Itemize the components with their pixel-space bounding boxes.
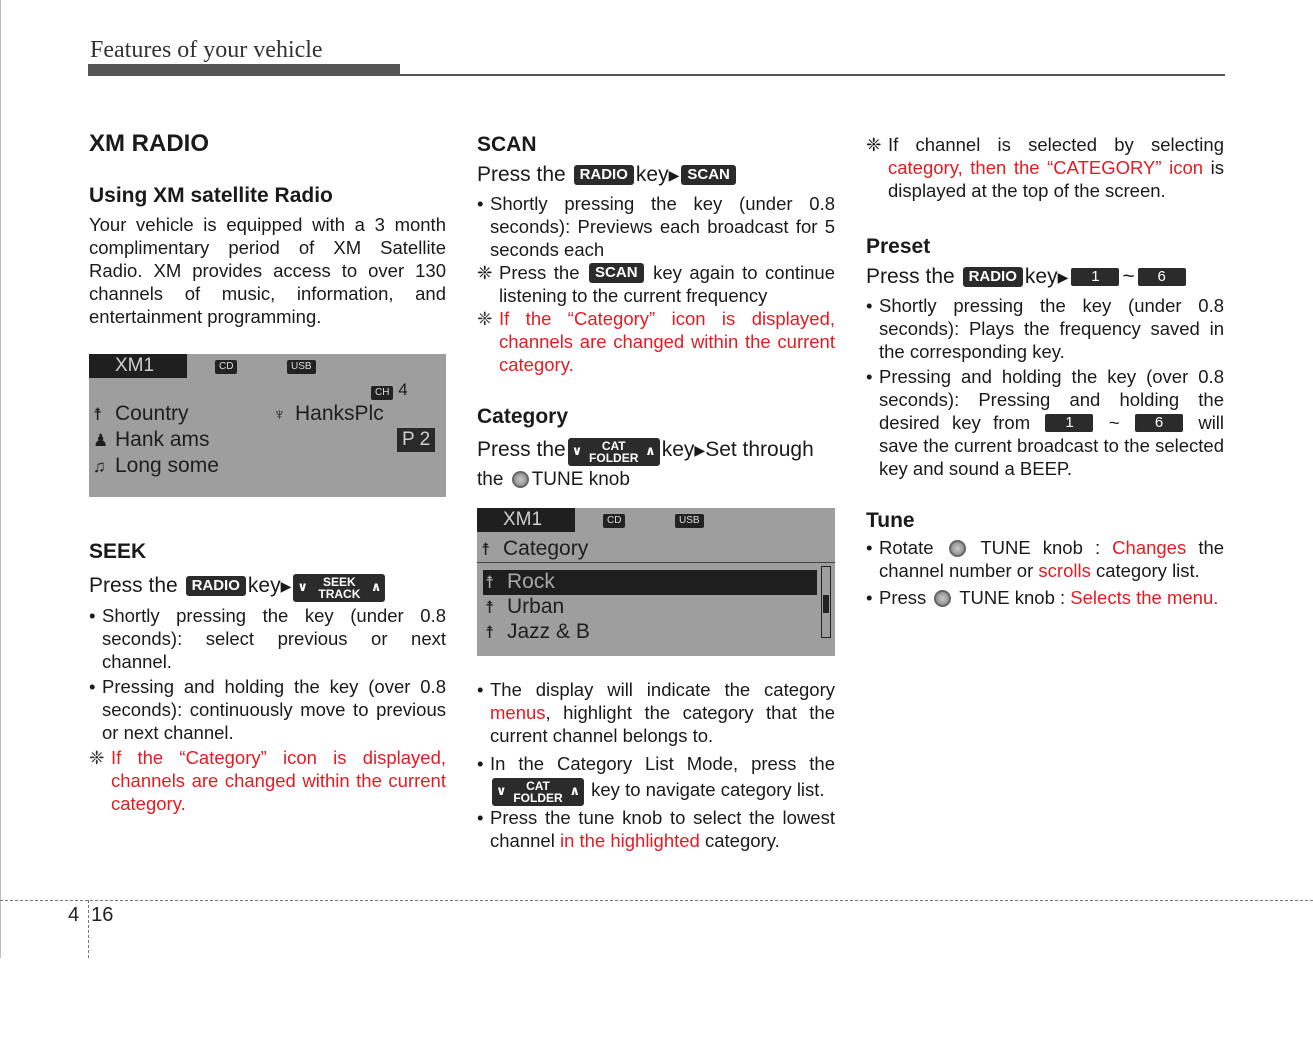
arrow-icon: ▶ [694, 442, 706, 458]
song-line: ♫ Long some [93, 453, 219, 480]
seek-track-key: ∨ SEEK TRACK ∧ [293, 574, 385, 602]
category-heading: Category [477, 405, 569, 428]
header-bar [88, 64, 400, 76]
scan-heading: SCAN [477, 133, 537, 156]
asterisk-icon: ❈ [89, 747, 105, 768]
artist-name-line: ♟ Hank ams [93, 427, 210, 454]
tune-knob-icon [512, 471, 529, 488]
preset-badge: P 2 [397, 428, 435, 452]
xm1-tab: XM1 [477, 508, 575, 532]
page-number [68, 904, 113, 927]
scan-key: SCAN [681, 165, 736, 185]
antenna-icon: ☨ [485, 573, 495, 592]
category-item-jazz: ☨ Jazz & B [485, 619, 590, 646]
channel-icon: CH [371, 386, 393, 400]
cd-tab: CD [603, 514, 625, 528]
radio-key: RADIO [574, 165, 634, 185]
seek-bullet-2: • Pressing and holding the key (over 0.8 seconds): continuously move to previous or next channel. [89, 675, 446, 744]
cd-tab: CD [215, 360, 237, 374]
tune-bullet-2: • Press TUNE knob : Selects the menu. [866, 586, 1224, 609]
antenna-icon: ☨ [93, 405, 103, 424]
subsection-title: Using XM satellite Radio [89, 184, 333, 207]
section-title: XM RADIO [89, 130, 209, 157]
tune-heading: Tune [866, 509, 915, 532]
category-bullet-1: • The display will indicate the category menus, highlight the category that the current channel belongs to. [477, 678, 835, 747]
category-display-screen [477, 508, 835, 656]
xm-display-screen [89, 354, 446, 497]
arrow-icon: ▶ [668, 167, 680, 183]
header-rule [400, 74, 1225, 76]
chevron-up-icon: ∧ [569, 783, 580, 798]
seek-bullet-1: • Shortly pressing the key (under 0.8 seconds): select previous or next channel. [89, 604, 446, 673]
antenna-icon: ☨ [485, 623, 495, 642]
preset-press-line: Press the RADIO key▶ 1 ~ 6 [866, 262, 1224, 292]
artist-line: ♆ HanksPlc [273, 401, 384, 428]
tune-bullet-1: • Rotate TUNE knob : Changes the channel number or scrolls category list. [866, 536, 1224, 582]
preset-heading: Preset [866, 235, 931, 258]
scan-note-2: ❈ If the “Category” icon is displayed, channels are changed within the current category. [477, 308, 835, 375]
scan-press-line: Press the RADIO key▶ SCAN [477, 160, 835, 190]
chevron-down-icon: ∨ [496, 783, 507, 798]
antenna-icon: ☨ [485, 598, 495, 617]
tune-knob-icon [949, 540, 966, 557]
cat-folder-key-inline: ∨ CAT FOLDER ∧ [492, 778, 584, 806]
column-1 [89, 125, 446, 815]
preset-bullet-2: • Pressing and holding the key (over 0.8 seconds): Pressing and holding the desired key from 1 ~ 6 will save the current broadcast to the selected key and sound a BEEP. [866, 365, 1224, 480]
tune-knob-line: the TUNE knob [477, 469, 630, 490]
usb-tab: USB [675, 514, 704, 528]
header-title: Features of your vehicle [90, 37, 323, 63]
preset-key-1: 1 [1071, 268, 1119, 286]
chevron-down-icon: ∨ [297, 579, 308, 594]
channel-number: 4 [398, 380, 408, 399]
genre-line: ☨ Country [93, 401, 189, 428]
category-bullet-2: • In the Category List Mode, press the ∨ CAT FOLDER ∧ key to navigate category list. [477, 751, 835, 806]
arrow-icon: ▶ [280, 578, 292, 594]
preset-key-6-inline: 6 [1135, 414, 1183, 432]
usb-tab: USB [287, 360, 316, 374]
asterisk-icon: ❈ [866, 134, 882, 155]
left-margin-line [0, 0, 1, 958]
chevron-up-icon: ∧ [645, 443, 656, 458]
seek-press-line: Press the RADIO key▶ ∨ SEEK TRACK ∧ [89, 571, 446, 602]
scan-bullet-1: • Shortly pressing the key (under 0.8 seconds): Previews each broadcast for 5 seconds each [477, 192, 835, 261]
scan-key-inline: SCAN [589, 263, 644, 283]
chevron-down-icon: ∨ [571, 443, 583, 458]
footer-divider [0, 900, 1313, 901]
asterisk-icon: ❈ [477, 262, 493, 283]
scan-note-1: ❈ Press the SCAN key again to continue listening to the current frequency [477, 262, 836, 306]
column-3 [866, 133, 1224, 609]
seek-heading: SEEK [89, 540, 147, 563]
preset-key-6: 6 [1138, 268, 1186, 286]
tune-knob-icon [934, 590, 951, 607]
category-press-line: Press the ∨ CAT FOLDER ∧ key▶Set through [477, 438, 814, 465]
seek-note: ❈ If the “Category” icon is displayed, channels are changed within the current category. [89, 747, 446, 814]
person-icon: ♟ [93, 431, 109, 450]
category-item-rock: ☨ Rock [485, 569, 555, 596]
radio-key: RADIO [963, 267, 1023, 287]
radio-key: RADIO [186, 576, 246, 596]
column-2 [477, 132, 835, 852]
scrollbar [821, 566, 831, 638]
category-icon-note: ❈ If channel is selected by selecting category, then the “CATEGORY” icon is displayed at the top of the screen. [866, 134, 1224, 201]
chevron-up-icon: ∧ [370, 579, 382, 594]
music-note-icon: ♫ [93, 457, 106, 476]
scrollbar-thumb [823, 595, 829, 613]
antenna-icon: ☨ [481, 540, 491, 559]
category-bullet-3: • Press the tune knob to select the lowest channel in the highlighted category. [477, 806, 835, 852]
xm1-tab: XM1 [89, 354, 187, 378]
page-number-value: 16 [91, 904, 114, 926]
arrow-icon: ▶ [1057, 269, 1069, 285]
category-item-urban: ☨ Urban [485, 594, 564, 621]
mic-icon: ♆ [273, 405, 286, 424]
cat-folder-key: ∨ CAT FOLDER ∧ [568, 438, 660, 466]
preset-bullet-1: • Shortly pressing the key (under 0.8 seconds): Plays the frequency saved in the corresponding key. [866, 294, 1224, 363]
preset-key-1-inline: 1 [1045, 414, 1093, 432]
intro-paragraph: Your vehicle is equipped with a 3 month complimentary period of XM Satellite Radio. XM provides access to over 130 channels of music, information, and entertainment programming. [89, 214, 446, 327]
chapter-number: 4 [68, 904, 80, 926]
category-list-heading: ☨ Category [481, 536, 588, 563]
asterisk-icon: ❈ [477, 308, 493, 329]
